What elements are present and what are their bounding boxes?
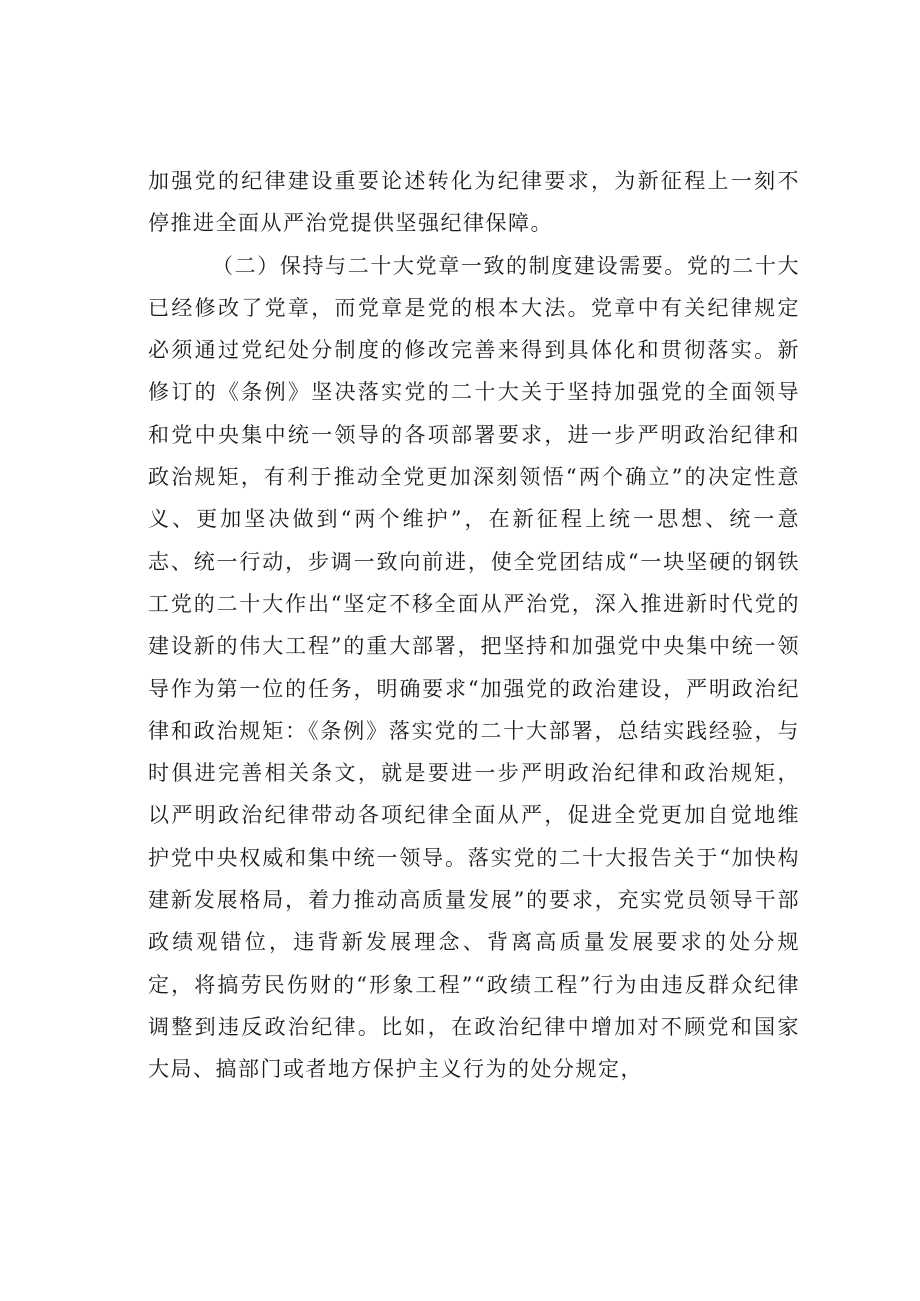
document-body [148, 160, 800, 1091]
paragraph-section-two: （二）保持与二十大党章一致的制度建设需要。党的二十大已经修改了党章，而党章是党的根本大法。党章中有关纪律规定必须通过党纪处分制度的修改完善来得到具体化和贯彻落实。新修订的《条例》坚决落实党的二十大关于坚持加强党的全面领导和党中央集中统一领导的各项部署要求，进一步严明政治纪律和政治规矩，有利于推动全党更加深刻领悟“两个确立”的决定性意义、更加坚决做到“两个维护”，在新征程上统一思想、统一意志、统一行动，步调一致向前进，使全党团结成“一块坚硬的钢铁工党的二十大作出“坚定不移全面从严治党，深入推进新时代党的建设新的伟大工程”的重大部署，把坚持和加强党中央集中统一领导作为第一位的任务，明确要求“加强党的政治建设，严明政治纪律和政治规矩：《条例》落实党的二十大部署，总结实践经验，与时俱进完善相关条文，就是要进一步严明政治纪律和政治规矩，以严明政治纪律带动各项纪律全面从严，促进全党更加自觉地维护党中央权威和集中统一领导。落实党的二十大报告关于“加快构建新发展格局，着力推动高质量发展”的要求，充实党员领导干部政绩观错位，违背新发展理念、背离高质量发展要求的处分规定，将搞劳民伤财的“形象工程”“政绩工程”行为由违反群众纪律调整到违反政治纪律。比如，在政治纪律中增加对不顾党和国家大局、搞部门或者地方保护主义行为的处分规定， [148, 253, 800, 1082]
paragraph-continued: 加强党的纪律建设重要论述转化为纪律要求，为新征程上一刻不停推进全面从严治党提供坚强纪律保障。 [148, 169, 800, 236]
